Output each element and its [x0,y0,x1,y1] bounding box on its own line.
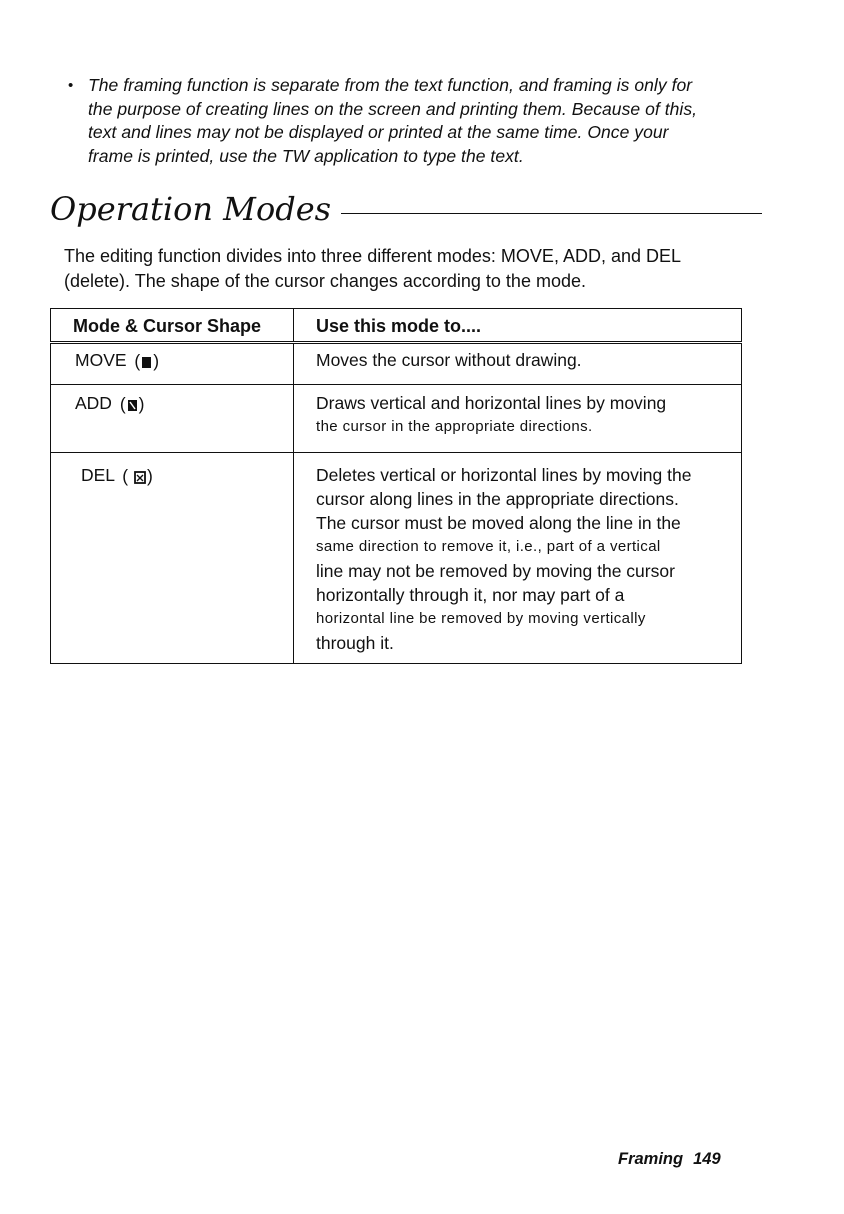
use-line: through it. [316,633,394,653]
table-row-add [51,385,742,453]
section-heading [50,190,762,228]
note-line: text and lines may not be displayed or printed at the same time. Once your [88,122,669,142]
use-line: horizontal line be removed by moving vertically [316,610,646,627]
use-cell [294,453,742,664]
note-line: frame is printed, use the TW application to type the text. [88,145,524,166]
intro-paragraph [64,244,754,294]
framing-note-text [88,74,697,168]
use-line: line may not be removed by moving the cursor [316,561,675,581]
header-use-cell [294,309,742,343]
mode-cell [51,343,294,385]
table-header-row [51,309,742,343]
use-line: The cursor must be moved along the line in the [316,513,681,533]
mode-label-move: MOVE [75,350,127,370]
modes-table [50,308,742,664]
use-cell [294,385,742,453]
mode-label-add: ADD [75,393,112,413]
use-line: Draws vertical and horizontal lines by moving [316,393,667,413]
section-title: Operation Modes [50,190,332,228]
footer-section: Framing [618,1150,684,1168]
use-line: Moves the cursor without drawing. [316,350,582,370]
header-mode-cell [51,309,294,343]
use-line: Deletes vertical or horizontal lines by moving the [316,465,692,485]
table-row-del [51,453,742,664]
mode-label-del: DEL [81,465,115,485]
framing-note-bullet [68,74,758,168]
note-line: The framing function is separate from the text function, and framing is only for [88,75,693,95]
solid-block-cursor-icon: ( ) [134,351,160,372]
eraser-cursor-icon: ( ) [122,466,153,487]
use-line: the cursor in the appropriate directions. [316,418,593,435]
header-use: Use this mode to.... [316,316,482,336]
intro-line: The editing function divides into three different modes: MOVE, ADD, and DEL [64,246,682,266]
heading-rule [341,213,762,214]
pencil-block-cursor-icon: ( ) [119,394,145,415]
mode-cell [51,453,294,664]
use-line: cursor along lines in the appropriate directions. [316,489,679,509]
page-number: 149 [693,1150,721,1168]
mode-cell [51,385,294,453]
use-cell [294,343,742,385]
use-line: same direction to remove it, i.e., part of a vertical [316,538,661,555]
header-mode: Mode & Cursor Shape [73,316,262,336]
bullet-dot: • [68,77,74,94]
intro-line: (delete). The shape of the cursor changes according to the mode. [64,271,586,291]
page-footer [618,1150,721,1169]
use-line: horizontally through it, nor may part of a [316,585,625,605]
note-line: the purpose of creating lines on the screen and printing them. Because of this, [88,98,698,119]
table-row-move [51,343,742,385]
